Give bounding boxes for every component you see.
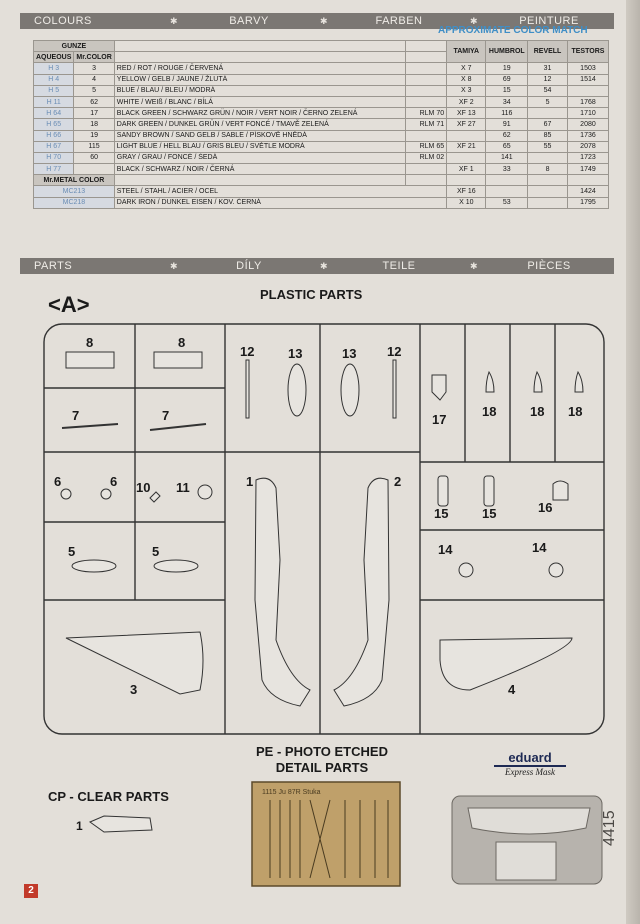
part-11: [198, 485, 212, 499]
part-label: 18: [568, 404, 583, 419]
color-cell-mr: 19: [74, 130, 114, 141]
pe-fret-label: 1115 Ju 87R Stuka: [262, 789, 321, 796]
color-cell-mr: 3: [74, 63, 114, 74]
color-cell-revell: 54: [528, 85, 568, 96]
star-icon: ✱: [319, 15, 329, 26]
mrcolor-header: Mr.COLOR: [74, 52, 114, 63]
color-cell-aq: H 70: [34, 152, 74, 163]
color-cell-name: DARK GREEN / DUNKEL GRÜN / VERT FONCÉ / TMAVĚ ZELENÁ: [114, 119, 405, 130]
part-label: 13: [288, 346, 303, 361]
metal-cell-tamiya: X 10: [447, 197, 486, 208]
metal-color-header: Mr.METAL COLOR: [34, 175, 115, 186]
color-cell-mr: 18: [74, 119, 114, 130]
part-10: [150, 492, 160, 502]
color-cell-aq: H 65: [34, 119, 74, 130]
part-label: 6: [110, 474, 118, 489]
color-cell-mr: 5: [74, 85, 114, 96]
page-number: 2: [24, 884, 38, 898]
color-cell-aq: H 11: [34, 96, 74, 107]
eduard-logo: [494, 750, 566, 777]
color-cell-humbrol: 33: [486, 164, 528, 175]
part-12-right: [393, 360, 396, 418]
part-label: 12: [240, 344, 255, 359]
sprue-frame: [44, 324, 604, 734]
color-cell-tamiya: XF 27: [447, 119, 486, 130]
mask-code: 4415: [601, 810, 618, 846]
color-cell-name: GRAY / GRAU / FONCÉ / ŠEDÁ: [114, 152, 405, 163]
clear-part-canopy: [90, 816, 152, 832]
color-cell-tamiya: X 8: [447, 74, 486, 85]
metal-cell-code: MC218: [34, 197, 115, 208]
part-label: 2: [394, 474, 402, 489]
color-cell-tamiya: XF 13: [447, 108, 486, 119]
gunze-header: GUNZE: [34, 41, 115, 52]
part-14-right: [549, 563, 563, 577]
part-5-right: [154, 560, 198, 572]
color-cell-aq: H 5: [34, 85, 74, 96]
part-2-fuselage: [334, 478, 389, 706]
part-5-left: [72, 560, 116, 572]
color-cell-humbrol: 19: [486, 63, 528, 74]
color-cell-testors: 1710: [567, 108, 608, 119]
color-cell-mr: 60: [74, 152, 114, 163]
part-label: 10: [136, 480, 151, 495]
color-cell-testors: 2078: [567, 141, 608, 152]
color-cell-testors: 2080: [567, 119, 608, 130]
color-cell-rlm: RLM 70: [405, 108, 446, 119]
part-label: 11: [176, 480, 190, 495]
part-18-a: [486, 372, 494, 392]
part-14-left: [459, 563, 473, 577]
header-colours: COLOURS: [34, 15, 92, 27]
color-cell-revell: 31: [528, 63, 568, 74]
part-label: 1: [246, 474, 254, 489]
color-cell-tamiya: XF 1: [447, 164, 486, 175]
color-cell-name: BLACK GREEN / SCHWARZ GRÜN / NOIR / VERT NOIR / ČERNO ZELENÁ: [114, 108, 405, 119]
tamiya-header: TAMIYA: [447, 41, 486, 63]
color-cell-name: BLACK / SCHWARZ / NOIR / ČERNÁ: [114, 164, 405, 175]
pe-title-line1: PE - PHOTO ETCHED: [256, 744, 388, 759]
color-cell-aq: H 64: [34, 108, 74, 119]
pe-fret: [252, 782, 400, 886]
star-icon: ✱: [169, 260, 179, 271]
part-13-right: [341, 364, 359, 416]
color-cell-tamiya: X 7: [447, 63, 486, 74]
color-cell-testors: 1503: [567, 63, 608, 74]
metal-cell-testors: 1424: [567, 186, 608, 197]
color-cell-testors: 1723: [567, 152, 608, 163]
humbrol-header: HUMBROL: [486, 41, 528, 63]
color-cell-aq: H 3: [34, 63, 74, 74]
star-icon: ✱: [469, 15, 479, 26]
color-cell-revell: 8: [528, 164, 568, 175]
part-label: 8: [86, 335, 94, 350]
color-cell-mr: 115: [74, 141, 114, 152]
color-cell-mr: 17: [74, 108, 114, 119]
clear-parts-title: CP - CLEAR PARTS: [48, 789, 169, 804]
part-6-left: [61, 489, 71, 499]
part-17: [432, 375, 446, 400]
color-cell-name: YELLOW / GELB / JAUNE / ŽLUTÁ: [114, 74, 405, 85]
metal-cell-name: DARK IRON / DUNKEL EISEN / KOV. ČERNÁ: [114, 197, 446, 208]
color-cell-aq: H 67: [34, 141, 74, 152]
part-label: 15: [482, 506, 497, 521]
metal-cell-name: STEEL / STAHL / ACIER / OCEL: [114, 186, 446, 197]
color-cell-name: SANDY BROWN / SAND GELB / SABLE / PÍSKOVĚ HNĚDÁ: [114, 130, 405, 141]
part-12-left: [246, 360, 249, 418]
aqueous-header: AQUEOUS: [34, 52, 74, 63]
color-cell-revell: 55: [528, 141, 568, 152]
color-cell-revell: 12: [528, 74, 568, 85]
color-cell-tamiya: X 3: [447, 85, 486, 96]
part-label: 7: [162, 408, 170, 423]
color-cell-humbrol: 116: [486, 108, 528, 119]
metal-cell-tamiya: XF 16: [447, 186, 486, 197]
color-cell-humbrol: 15: [486, 85, 528, 96]
color-cell-rlm: RLM 71: [405, 119, 446, 130]
part-16: [553, 481, 568, 500]
part-label: 18: [482, 404, 497, 419]
header-teile: TEILE: [382, 260, 416, 272]
testors-header: TESTORS: [567, 41, 608, 63]
part-8-left: [66, 352, 114, 368]
part-15-a: [438, 476, 448, 506]
color-cell-testors: 1768: [567, 96, 608, 107]
color-cell-humbrol: 141: [486, 152, 528, 163]
part-label: 14: [438, 542, 453, 557]
part-label: 7: [72, 408, 80, 423]
sprue-letter: <A>: [48, 292, 90, 317]
part-13-left: [288, 364, 306, 416]
part-label: 13: [342, 346, 357, 361]
part-label: 8: [178, 335, 186, 350]
express-mask-sheet: [452, 796, 618, 884]
color-cell-tamiya: XF 21: [447, 141, 486, 152]
part-1-fuselage: [255, 478, 310, 706]
star-icon: ✱: [319, 260, 329, 271]
part-label: 3: [130, 682, 138, 697]
part-label: 12: [387, 344, 402, 359]
header-parts: PARTS: [34, 260, 73, 272]
part-label: 4: [508, 682, 516, 697]
color-cell-name: LIGHT BLUE / HELL BLAU / GRIS BLEU / SVĚTLE MODRÁ: [114, 141, 405, 152]
part-label: 5: [152, 544, 160, 559]
color-cell-humbrol: 62: [486, 130, 528, 141]
header-farben: FARBEN: [375, 15, 423, 27]
color-cell-tamiya: XF 2: [447, 96, 486, 107]
color-cell-testors: 1749: [567, 164, 608, 175]
color-cell-name: WHITE / WEIß / BLANC / BÍLÁ: [114, 96, 405, 107]
color-cell-rlm: RLM 65: [405, 141, 446, 152]
part-label: 15: [434, 506, 449, 521]
part-label: 6: [54, 474, 62, 489]
pe-title-line2: DETAIL PARTS: [275, 760, 369, 775]
color-cell-aq: H 66: [34, 130, 74, 141]
color-cell-testors: 1736: [567, 130, 608, 141]
color-cell-humbrol: 91: [486, 119, 528, 130]
part-6-right: [101, 489, 111, 499]
color-cell-rlm: RLM 02: [405, 152, 446, 163]
express-mask-label: Express Mask: [505, 767, 555, 777]
eduard-brand: eduard: [494, 750, 566, 767]
color-cell-humbrol: 65: [486, 141, 528, 152]
pe-title: [222, 744, 422, 776]
color-cell-mr: 4: [74, 74, 114, 85]
color-cell-mr: 62: [74, 96, 114, 107]
part-4-wing: [440, 638, 572, 690]
part-label: 18: [530, 404, 545, 419]
color-cell-name: RED / ROT / ROUGE / ČERVENÁ: [114, 63, 405, 74]
metal-cell-humbrol: 53: [486, 197, 528, 208]
metal-cell-code: MC213: [34, 186, 115, 197]
part-15-b: [484, 476, 494, 506]
header-pieces: PIÈCES: [527, 260, 571, 272]
color-cell-name: BLUE / BLAU / BLEU / MODRÁ: [114, 85, 405, 96]
clear-part-number: 1: [76, 819, 83, 833]
part-7-left: [62, 424, 118, 428]
star-icon: ✱: [169, 15, 179, 26]
plastic-parts-title: PLASTIC PARTS: [260, 287, 363, 302]
sprue-parts: [61, 352, 583, 706]
color-cell-aq: H 77: [34, 164, 74, 175]
part-label: 17: [432, 412, 447, 427]
part-7-right: [150, 424, 206, 430]
color-cell-revell: 67: [528, 119, 568, 130]
color-cell-revell: 5: [528, 96, 568, 107]
part-18-b: [534, 372, 542, 392]
metal-cell-testors: 1795: [567, 197, 608, 208]
part-label: 14: [532, 540, 547, 555]
header-peinture: PEINTURE: [519, 15, 579, 27]
part-label: 5: [68, 544, 76, 559]
approx-color-match-label: APPROXIMATE COLOR MATCH: [438, 25, 588, 36]
header-dily: DÍLY: [236, 260, 262, 272]
color-cell-humbrol: 69: [486, 74, 528, 85]
color-cell-testors: 1514: [567, 74, 608, 85]
color-cell-aq: H 4: [34, 74, 74, 85]
revell-header: REVELL: [528, 41, 568, 63]
color-cell-humbrol: 34: [486, 96, 528, 107]
star-icon: ✱: [469, 260, 479, 271]
part-8-right: [154, 352, 202, 368]
color-cell-revell: 85: [528, 130, 568, 141]
part-18-c: [575, 372, 583, 392]
part-label: 16: [538, 500, 553, 515]
header-barvy: BARVY: [229, 15, 269, 27]
